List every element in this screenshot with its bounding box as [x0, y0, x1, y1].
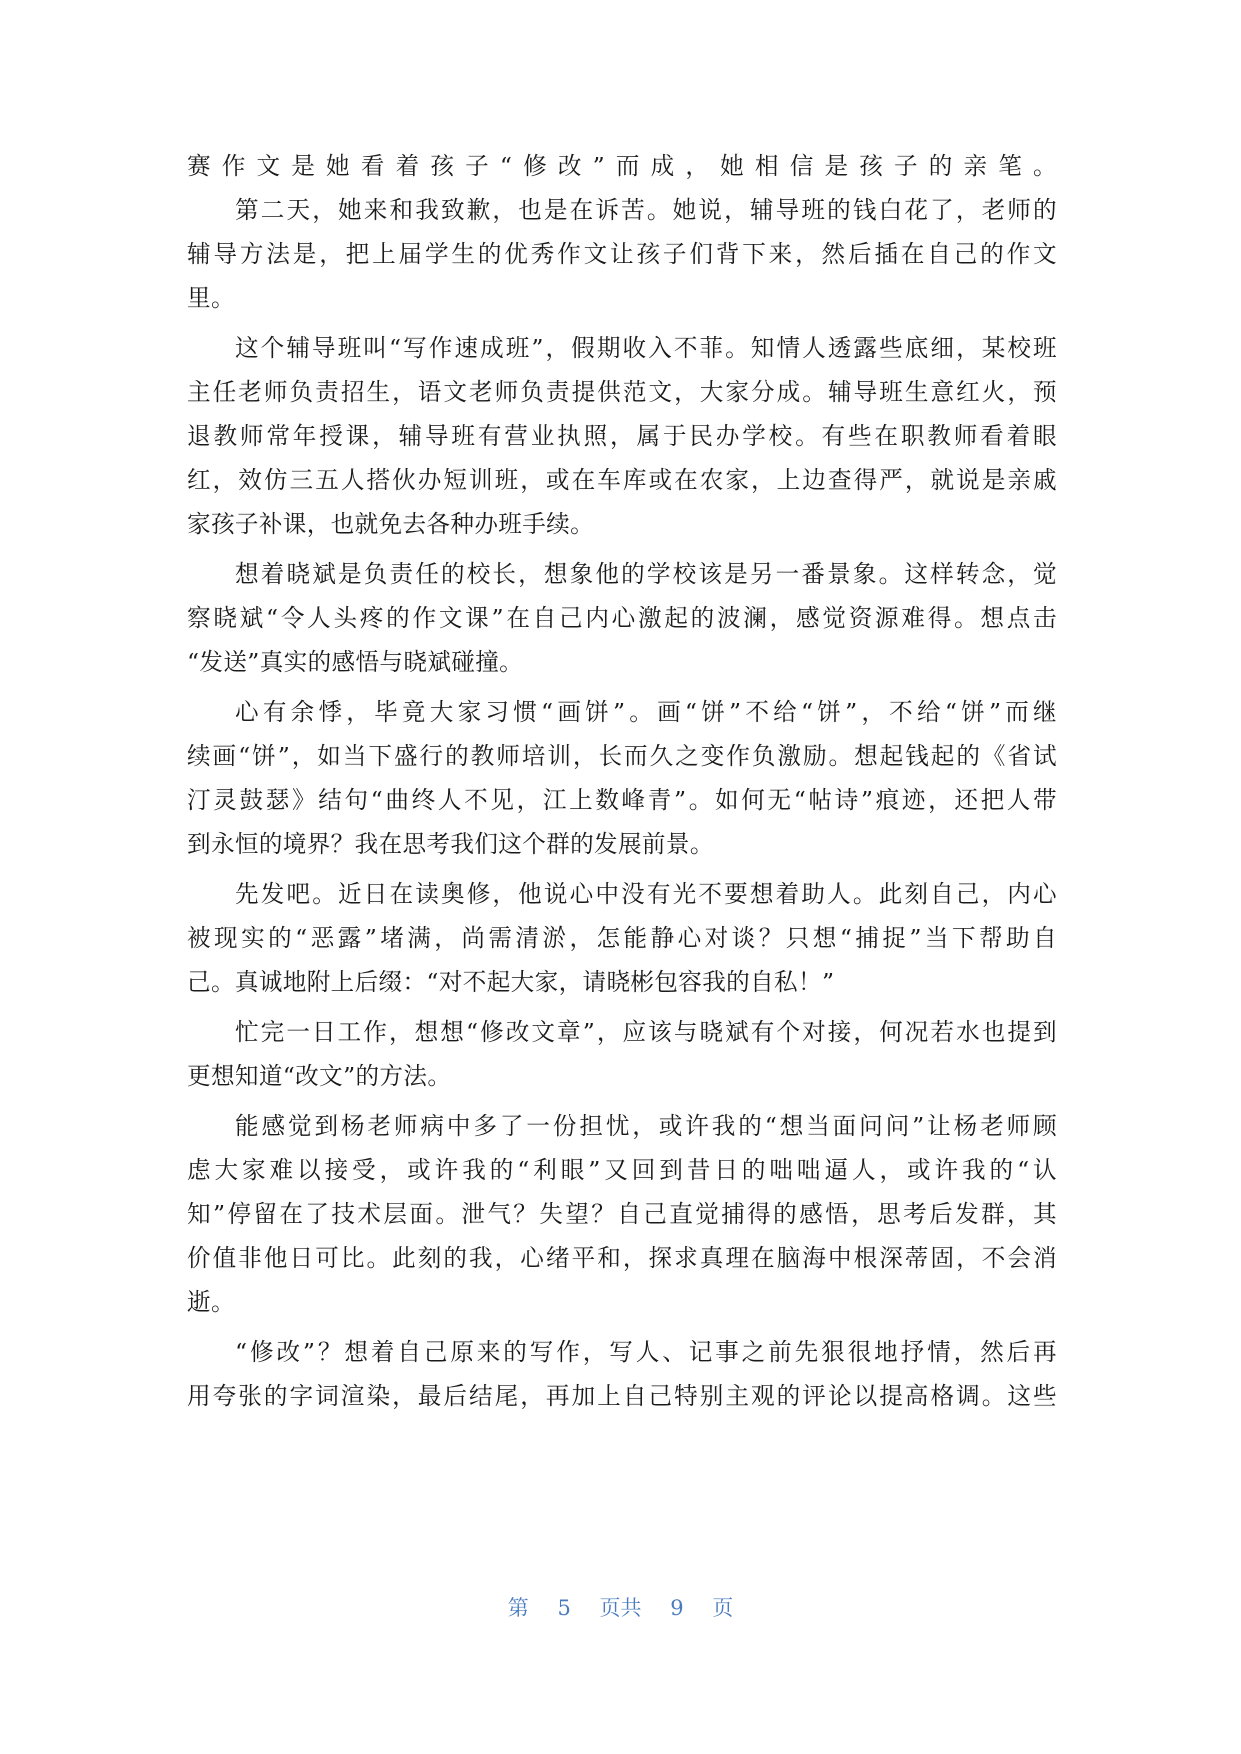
footer-label-page: 第: [507, 1596, 529, 1620]
text-line: 到永恒的境界？我在思考我们这个群的发展前景。: [187, 830, 714, 858]
text-line: 知”停留在了技术层面。泄气？失望？自己直觉捕得的感悟，思考后发群，其: [187, 1200, 1057, 1228]
text-line: 心有余悸，毕竟大家习惯“画饼”。画“饼”不给“饼”，不给“饼”而继: [235, 698, 1057, 726]
text-line: 退教师常年授课，辅导班有营业执照，属于民办学校。有些在职教师看着眼: [187, 422, 1057, 450]
text-line: 逝。: [187, 1288, 235, 1316]
text-line: 用夸张的字词渲染，最后结尾，再加上自己特别主观的评论以提高格调。这些: [187, 1382, 1057, 1410]
footer-label-end: 页: [712, 1596, 734, 1620]
text-line: 第二天，她来和我致歉，也是在诉苦。她说，辅导班的钱白花了，老师的: [235, 196, 1057, 224]
text-line: 能感觉到杨老师病中多了一份担忧，或许我的“想当面问问”让杨老师顾: [235, 1112, 1057, 1140]
text-line: 这个辅导班叫“写作速成班”，假期收入不菲。知情人透露些底细，某校班: [235, 334, 1057, 362]
footer-total-pages: 9: [670, 1596, 684, 1620]
text-line: “发送”真实的感悟与晓斌碰撞。: [187, 648, 524, 676]
text-line: 更想知道“改文”的方法。: [187, 1062, 452, 1090]
text-line: 红，效仿三五人搭伙办短训班，或在车库或在农家，上边查得严，就说是亲戚: [187, 466, 1057, 494]
text-line: 想着晓斌是负责任的校长，想象他的学校该是另一番景象。这样转念，觉: [235, 560, 1057, 588]
text-line: “修改”？想着自己原来的写作，写人、记事之前先狠很地抒情，然后再: [235, 1338, 1057, 1366]
text-line: 先发吧。近日在读奥修，他说心中没有光不要想着助人。此刻自己，内心: [235, 880, 1057, 908]
page-footer: [0, 1592, 1241, 1622]
text-line: 察晓斌“令人头疼的作文课”在自己内心激起的波澜，感觉资源难得。想点击: [187, 604, 1057, 632]
text-line: 虑大家难以接受，或许我的“利眼”又回到昔日的咄咄逼人，或许我的“认: [187, 1156, 1057, 1184]
text-line: 被现实的“恶露”堵满，尚需清淤，怎能静心对谈？只想“捕捉”当下帮助自: [187, 924, 1057, 952]
text-line: 家孩子补课，也就免去各种办班手续。: [187, 510, 595, 538]
text-line: 赛作文是她看着孩子“修改”而成，她相信是孩子的亲笔。: [187, 152, 1057, 180]
text-line: 续画“饼”，如当下盛行的教师培训，长而久之变作负激励。想起钱起的《省试: [187, 742, 1057, 770]
text-line: 价值非他日可比。此刻的我，心绪平和，探求真理在脑海中根深蒂固，不会消: [187, 1244, 1057, 1272]
text-line: 己。真诚地附上后缀：“对不起大家，请晓彬包容我的自私！”: [187, 968, 835, 996]
footer-label-of: 页共: [599, 1596, 642, 1620]
text-line: 里。: [187, 284, 235, 312]
footer-current-page: 5: [557, 1596, 571, 1620]
text-line: 忙完一日工作，想想“修改文章”，应该与晓斌有个对接，何况若水也提到: [235, 1018, 1057, 1046]
text-line: 辅导方法是，把上届学生的优秀作文让孩子们背下来，然后插在自己的作文: [187, 240, 1057, 268]
text-line: 主任老师负责招生，语文老师负责提供范文，大家分成。辅导班生意红火，预: [187, 378, 1057, 406]
text-line: 汀灵鼓瑟》结句“曲终人不见，江上数峰青”。如何无“帖诗”痕迹，还把人带: [187, 786, 1057, 814]
